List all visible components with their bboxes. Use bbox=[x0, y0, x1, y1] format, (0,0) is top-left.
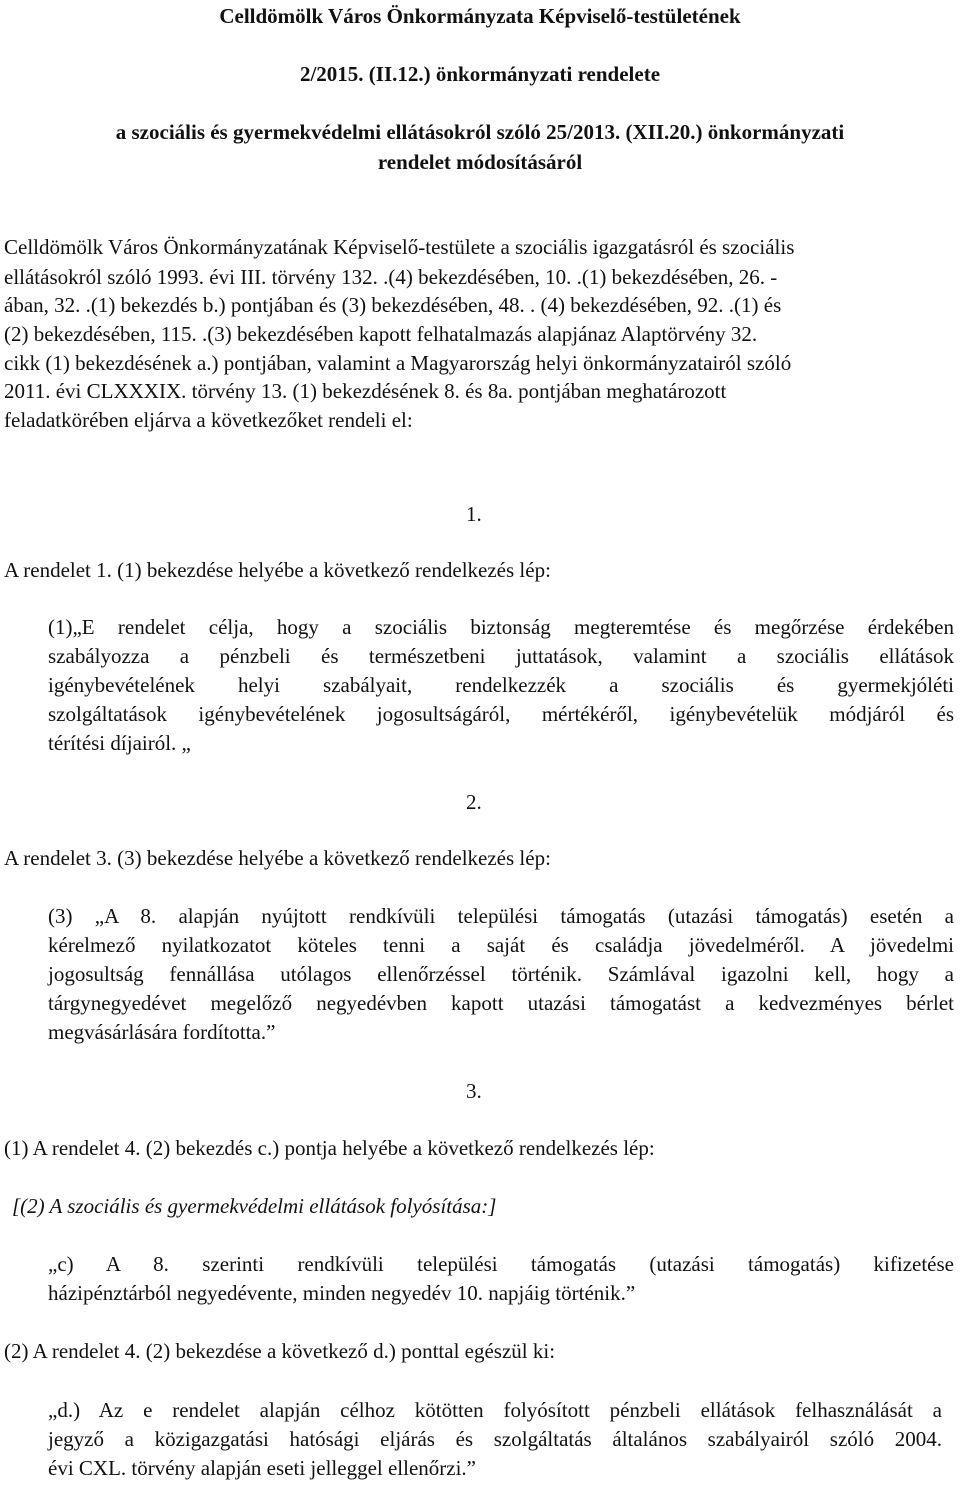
body-line: igénybevételének helyi szabályait, rendelkezzék a szociális és gyermekjóléti bbox=[48, 673, 954, 697]
document-title: Celldömölk Város Önkormányzata Képviselő-testületének bbox=[219, 4, 741, 28]
body-line: jegyző a közigazgatási hatósági eljárás és szolgáltatás általános szabályairól szóló 2004. bbox=[48, 1427, 942, 1451]
regulation-subject-cont: rendelet módosításáról bbox=[377, 150, 583, 174]
section-1-intro: A rendelet 1. (1) bekezdése helyébe a következő rendelkezés lép: bbox=[4, 558, 551, 582]
preamble-line: (2) bekezdésében, 115. .(3) bekezdésében kapott felhatalmazás alapjánaz Alaptörvény 32. bbox=[4, 322, 758, 346]
regulation-subject: a szociális és gyermekvédelmi ellátásokról szóló 25/2013. (XII.20.) önkormányzati bbox=[115, 120, 845, 144]
preamble-line: Celldömölk Város Önkormányzatának Képviselő-testülete a szociális igazgatásról és szociális bbox=[4, 235, 795, 259]
section-3-intro-1: (1) A rendelet 4. (2) bekezdés c.) pontja helyébe a következő rendelkezés lép: bbox=[4, 1136, 655, 1160]
preamble-line: ellátásokról szóló 1993. évi III. törvény 132. .(4) bekezdésében, 10. .(1) bekezdésében, 26. - bbox=[4, 265, 778, 289]
preamble-line: 2011. évi CLXXXIX. törvény 13. (1) bekezdésének 8. és 8a. pontjában meghatározott bbox=[4, 379, 727, 403]
section-3-intro-2: (2) A rendelet 4. (2) bekezdése a következő d.) ponttal egészül ki: bbox=[4, 1339, 556, 1363]
body-line: térítési díjairól. „ bbox=[48, 731, 191, 755]
body-line: megvásárlására fordította.” bbox=[48, 1020, 276, 1044]
preamble-line: ában, 32. .(1) bekezdés b.) pontjában és (3) bekezdésében, 48. . (4) bekezdésében, 92. .(1) és bbox=[4, 293, 782, 317]
regulation-number: 2/2015. (II.12.) önkormányzati rendelete bbox=[299, 62, 661, 86]
body-line: szabályozza a pénzbeli és természetbeni juttatások, valamint a szociális ellátások bbox=[48, 644, 954, 668]
preamble-line: cikk (1) bekezdésének a.) pontjában, valamint a Magyarország helyi önkormányzatairól szóló bbox=[4, 351, 792, 375]
body-line: házipénztárból negyedévente, minden negyedév 10. napjáig történik.” bbox=[48, 1281, 636, 1305]
body-line: kérelmező nyilatkozatot köteles tenni a saját és családja jövedelméről. A jövedelmi bbox=[48, 933, 954, 957]
section-2-intro: A rendelet 3. (3) bekezdése helyébe a következő rendelkezés lép: bbox=[4, 846, 551, 870]
section-1-heading: 1. bbox=[466, 502, 482, 526]
body-line: szolgáltatások igénybevételének jogosultságáról, mértékéről, igénybevételük módjáról és bbox=[48, 702, 954, 726]
body-line: tárgynegyedévet megelőző negyedévben kapott utazási támogatást a kedvezményes bérlet bbox=[48, 991, 954, 1015]
body-line: jogosultság fennállása utólagos ellenőrzéssel történik. Számlával igazolni kell, hogy a bbox=[48, 962, 954, 986]
preamble-line: feladatkörében eljárva a következőket rendeli el: bbox=[4, 408, 413, 432]
body-line: „d.) Az e rendelet alapján célhoz kötötten folyósított pénzbeli ellátások felhasználását a bbox=[48, 1398, 942, 1422]
section-3-heading: 3. bbox=[466, 1079, 482, 1103]
body-line: (3) „A 8. alapján nyújtott rendkívüli települési támogatás (utazási támogatás) esetén a bbox=[48, 904, 954, 928]
section-3-quoted-heading: [(2) A szociális és gyermekvédelmi ellátások folyósítása:] bbox=[12, 1194, 497, 1218]
body-line: évi CXL. törvény alapján eseti jelleggel ellenőrzi.” bbox=[48, 1456, 476, 1480]
body-line: „c) A 8. szerinti rendkívüli települési támogatás (utazási támogatás) kifizetése bbox=[48, 1252, 954, 1276]
body-line: (1)„E rendelet célja, hogy a szociális biztonság megteremtése és megőrzése érdekében bbox=[48, 615, 954, 639]
section-2-heading: 2. bbox=[466, 790, 482, 814]
